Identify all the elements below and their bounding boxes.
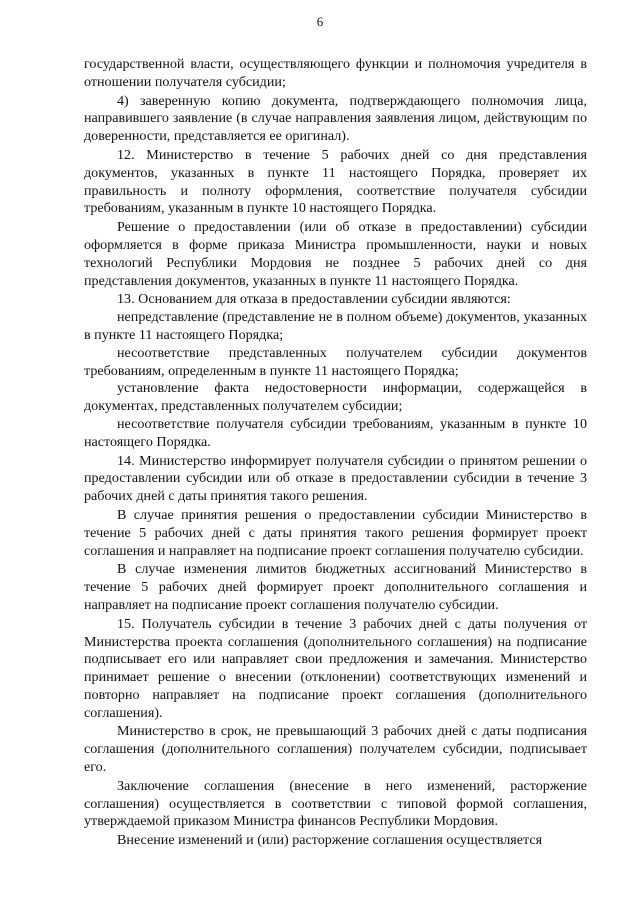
paragraph-refusal-reason-4: несоответствие получателя субсидии требованиям, указанным в пункте 10 настоящего Порядка. [84,415,587,450]
document-body [84,56,587,850]
paragraph-agreement-form: Заключение соглашения (внесение в него изменений, расторжение соглашения) осуществляется в соответствии с типовой формой соглашения, утверждаемой приказом Министра финансов Республики Мордовия. [84,777,587,830]
paragraph-clause-13: 13. Основанием для отказа в предоставлении субсидии являются: [117,291,511,308]
paragraph-clause-12: 12. Министерство в течение 5 рабочих дней со дня представления документов, указанных в пункте 11 настоящего Порядка, проверяет их правильность и полноту оформления, соответствие получателя субсидии требованиям, указанным в пункте 10 настоящего Порядка. [84,146,587,217]
paragraph-refusal-reason-3: установление факта недостоверности информации, содержащейся в документах, представленных получателем субсидии; [84,380,587,415]
paragraph-refusal-reason-1: непредставление (представление не в полном объеме) документов, указанных в пункте 11 настоящего Порядка; [84,309,587,343]
page-number: 6 [316,14,324,29]
paragraph-amendments: Внесение изменений и (или) расторжение соглашения осуществляется [117,832,543,849]
paragraph-agreement-draft: В случае принятия решения о предоставлении субсидии Министерство в течение 5 рабочих дней с даты принятия такого решения формирует проект соглашения и направляет на подписание проект соглашения получателю субсидии. [84,506,587,559]
paragraph-item-4: 4) заверенную копию документа, подтверждающего полномочия лица, направившего заявление (в случае направления заявления лицом, действующим по доверенности, представляется ее оригинал). [84,92,587,145]
paragraph-continuation: государственной власти, осуществляющего функции и полномочия учредителя в отношении получателя субсидии; [84,56,587,90]
paragraph-decision: Решение о предоставлении (или об отказе в предоставлении) субсидии оформляется в форме приказа Министра промышленности, науки и новых технологий Республики Мордовия не позднее 5 рабочих дней со дня представления документов, указанных в пункте 11 настоящего Порядка. [84,219,587,289]
paragraph-limits-change: В случае изменения лимитов бюджетных ассигнований Министерство в течение 5 рабочих дней формирует проект дополнительного соглашения и направляет на подписание проект соглашения получателю субсидии. [84,561,587,613]
paragraph-clause-14: 14. Министерство информирует получателя субсидии о принятом решении о предоставлении субсидии или об отказе в предоставлении субсидии в течение 3 рабочих дней с даты принятия такого решения. [84,452,587,505]
paragraph-ministry-signing: Министерство в срок, не превышающий 3 рабочих дней с даты подписания соглашения (дополнительного соглашения) получателем субсидии, подписывает его. [84,723,587,776]
paragraph-refusal-reason-2: несоответствие представленных получателем субсидии документов требованиям, определенным в пункте 11 настоящего Порядка; [84,344,587,379]
paragraph-clause-15: 15. Получатель субсидии в течение 3 рабочих дней с даты получения от Министерства проекта соглашения (дополнительного соглашения) на подписание подписывает его или направляет свои предложения и замечания. Министерство принимает решение о внесении (отклонении) соответствующих изменений и повторно направляет на подписание проект соглашения (дополнительного соглашения). [84,615,587,721]
